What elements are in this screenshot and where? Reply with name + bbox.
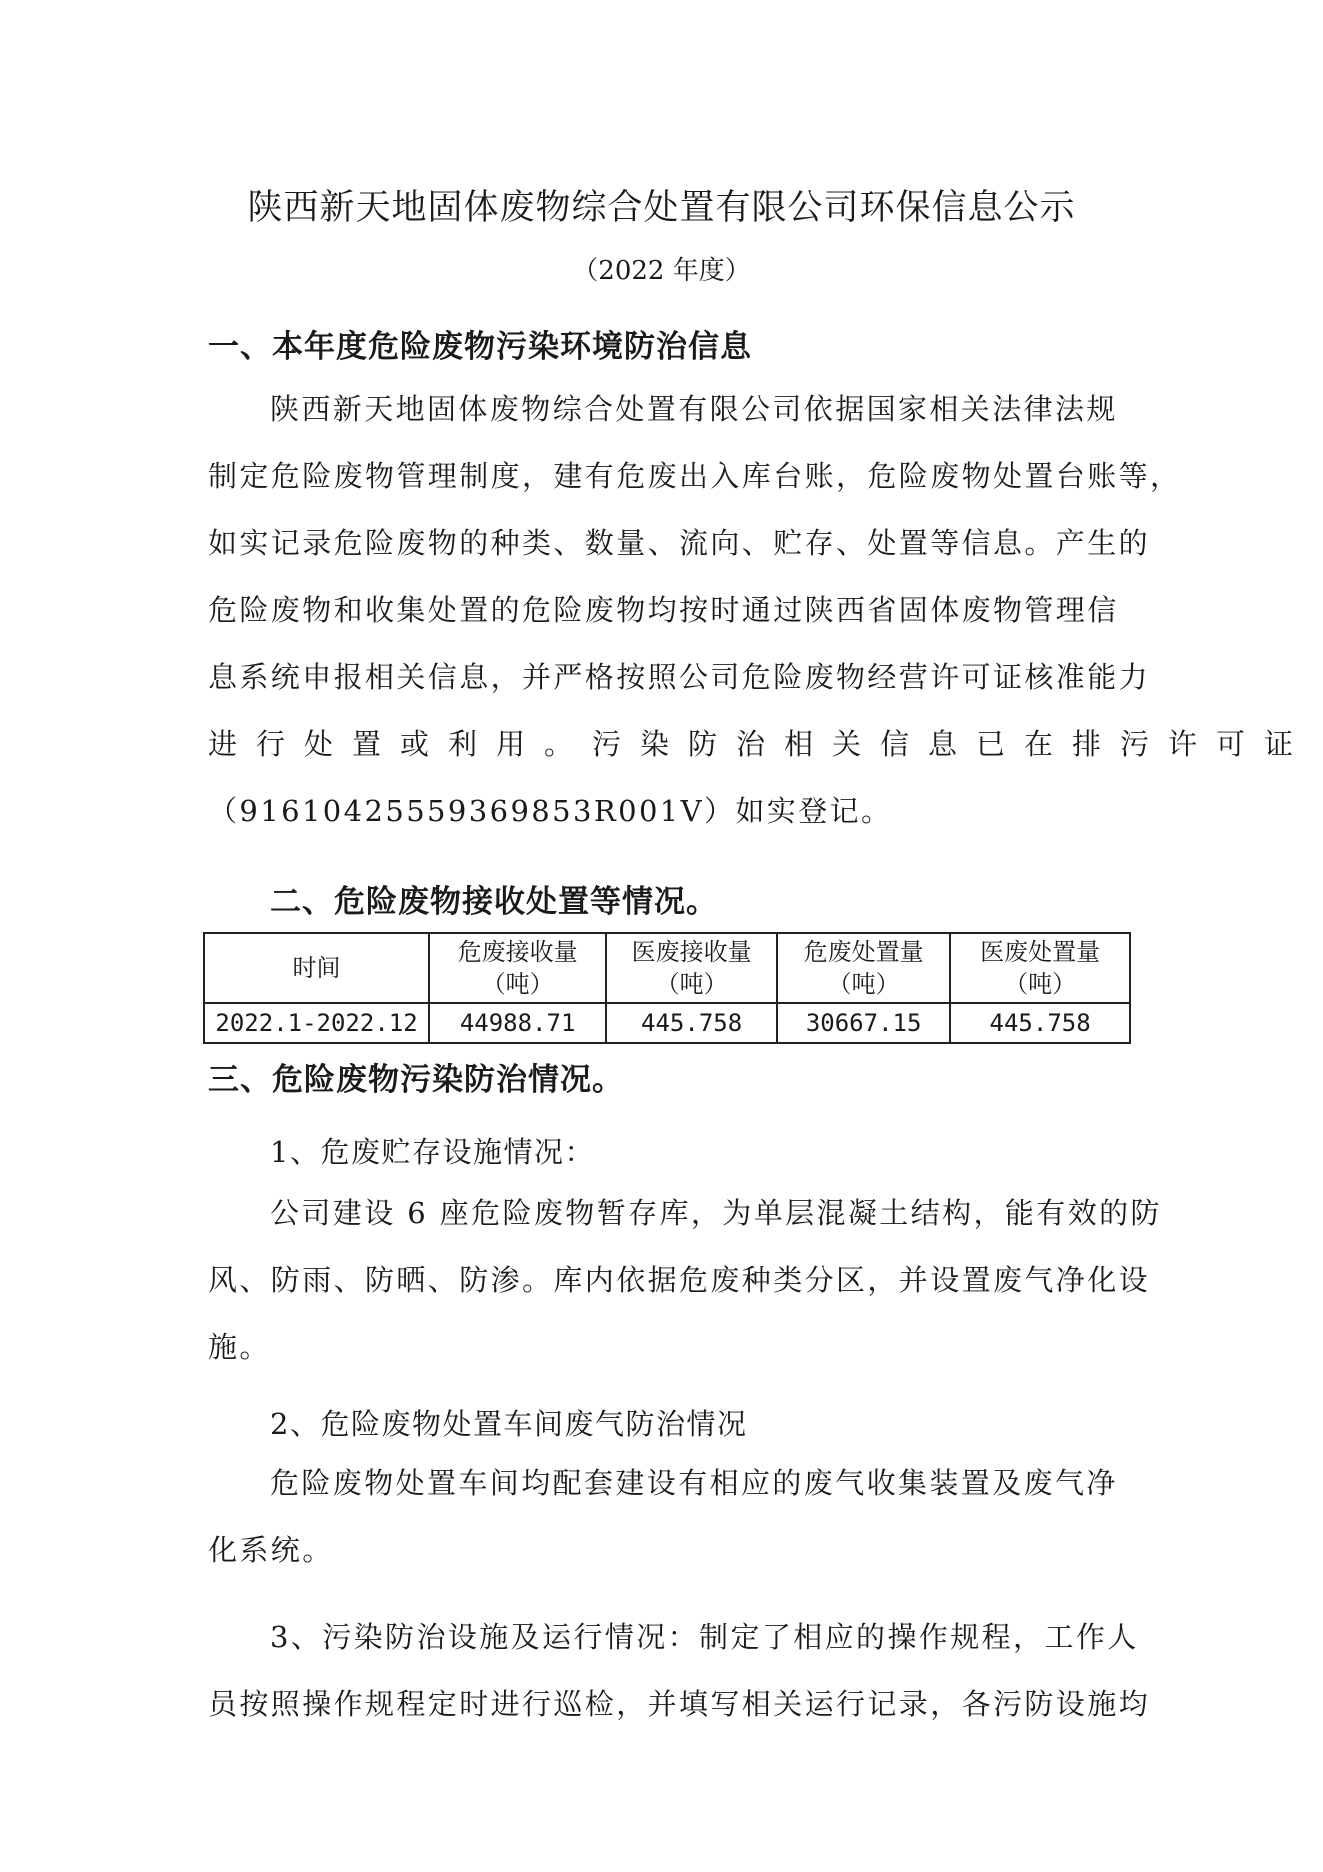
item2-paragraph	[208, 1450, 1130, 1584]
item1-title: 1、危废贮存设施情况：	[270, 1135, 595, 1169]
paragraph-line: 危险废物和收集处置的危险废物均按时通过陕西省固体废物管理信	[208, 593, 1119, 627]
header-unit: （吨）	[827, 970, 900, 998]
header-unit: （吨）	[1004, 970, 1077, 998]
paragraph-line: 化系统。	[208, 1533, 334, 1567]
table-cell: 30667.15	[777, 1003, 950, 1043]
header-unit: （吨）	[655, 970, 728, 998]
section2-heading: 二、危险废物接收处置等情况。	[270, 884, 718, 920]
header-label: 危废处置量	[803, 938, 924, 966]
table-header-row	[204, 933, 1130, 1003]
item3-paragraph	[208, 1604, 1151, 1738]
section3-heading: 三、危险废物污染防治情况。	[208, 1062, 624, 1098]
table-header-cell	[606, 933, 777, 1003]
paragraph-line: 危险废物处置车间均配套建设有相应的废气收集装置及废气净	[270, 1466, 1118, 1500]
header-label: 危废接收量	[457, 938, 578, 966]
table-cell: 445.758	[606, 1003, 777, 1043]
paragraph-line: 施。	[208, 1330, 271, 1364]
table-header-cell	[429, 933, 606, 1003]
paragraph-line: 风、防雨、防晒、防渗。库内依据危废种类分区，并设置废气净化设	[208, 1263, 1151, 1297]
table-row	[204, 1003, 1130, 1043]
header-unit: （吨）	[481, 970, 554, 998]
paragraph-line: 息系统申报相关信息，并严格按照公司危险废物经营许可证核准能力	[208, 660, 1151, 694]
paragraph-line: 员按照操作规程定时进行巡检，并填写相关运行记录，各污防设施均	[208, 1687, 1151, 1721]
header-time: 时间	[292, 954, 341, 982]
paragraph-line: 陕西新天地固体废物综合处置有限公司依据国家相关法律法规	[270, 392, 1118, 426]
paragraph-line: （91610425559369853R001V）如实登记。	[208, 794, 893, 828]
header-label: 医废接收量	[631, 938, 752, 966]
item2-title: 2、危险废物处置车间废气防治情况	[270, 1407, 748, 1441]
table-cell: 2022.1-2022.12	[204, 1003, 429, 1043]
paragraph-line: 公司建设 6 座危险废物暂存库，为单层混凝土结构，能有效的防	[270, 1196, 1162, 1230]
header-label: 医废处置量	[980, 938, 1101, 966]
paragraph-line: 制定危险废物管理制度，建有危废出入库台账，危险废物处置台账等，	[208, 459, 1182, 493]
document-subtitle: （2022 年度）	[572, 256, 751, 286]
table-cell: 44988.71	[429, 1003, 606, 1043]
paragraph-line: 进行处置或利用。污染防治相关信息已在排污许可证	[208, 727, 1313, 761]
table-header-cell	[950, 933, 1130, 1003]
table-header-cell	[204, 933, 429, 1003]
paragraph-line: 如实记录危险废物的种类、数量、流向、贮存、处置等信息。产生的	[208, 526, 1151, 560]
section1-heading: 一、本年度危险废物污染环境防治信息	[208, 329, 752, 365]
table-header-cell	[777, 933, 950, 1003]
section1-paragraph	[208, 376, 1313, 845]
paragraph-line: 3、污染防治设施及运行情况：制定了相应的操作规程，工作人	[270, 1620, 1139, 1654]
table-cell: 445.758	[950, 1003, 1130, 1043]
item1-paragraph	[208, 1180, 1162, 1381]
document-title: 陕西新天地固体废物综合处置有限公司环保信息公示	[247, 188, 1076, 228]
disposal-table	[203, 932, 1131, 1044]
